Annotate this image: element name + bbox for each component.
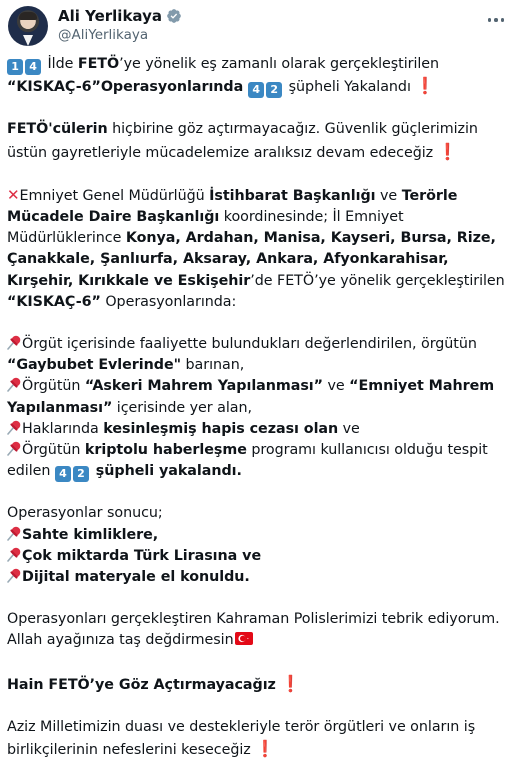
cross-mark-icon: ✕ [7, 185, 20, 204]
tweet-paragraph-slogan: Hain FETÖ’ye Göz Açtırmayacağız ❗ [7, 673, 301, 693]
list-item: Haklarında kesinleşmiş hapis cezası olan ve [7, 421, 360, 437]
keycap-digit-icon: 2 [73, 466, 89, 482]
tweet-paragraph-operation: ✕Emniyet Genel Müdürlüğü İstihbarat Başkanlığı ve Terörle Mücadele Daire Başkanlığı koordinesinde; İl Emniyet Müdürlüklerince Konya, Ardahan, Manisa, Kayseri, Bursa, Rize, Çanakkale, Şanlıurfa, Aksaray, Ankara, Afyonkarahisar, Kırşehir, Kırıkkale ve Eskişehir’de FETÖ’ye yönelik gerçekleştirilen “KISKAÇ-6” Operasyonlarında: [7, 185, 505, 310]
list-item: Örgütün kriptolu haberleşme programı kullanıcısı olduğu tespit edilen 4 2 şüpheli yakalandı. [7, 442, 488, 481]
red-exclamation-icon: ❗ [280, 673, 301, 693]
pushpin-icon [7, 526, 21, 541]
red-exclamation-icon: ❗ [255, 739, 276, 759]
display-name[interactable]: Ali Yerlikaya [58, 7, 162, 25]
more-options-icon [488, 18, 492, 22]
list-item: Çok miktarda Türk Lirasına ve [7, 548, 261, 564]
tweet-paragraph-results: Operasyonlar sonucu; Sahte kimliklere, Çok miktarda Türk Lirasına ve Dijital materyale el konuldu. [7, 505, 262, 586]
pushpin-icon [7, 568, 21, 583]
user-handle[interactable]: @AliYerlikaya [58, 27, 149, 43]
tweet-paragraph-details [7, 334, 515, 482]
tweet-header [0, 0, 520, 50]
list-item: Sahte kimliklere, [7, 527, 158, 543]
pushpin-icon [7, 547, 21, 562]
keycap-digit-icon: 4 [248, 82, 264, 98]
list-item: Örgütün “Askeri Mahrem Yapılanması” ve “Emniyet Mahrem Yapılanması” içerisinde yer alan, [7, 378, 495, 416]
tweet-paragraph-congrats: Operasyonları gerçekleştiren Kahraman Polislerimizi tebrik ediyorum. Allah ayağınıza taş değdirmesin [7, 611, 500, 649]
red-exclamation-icon: ❗ [437, 141, 458, 161]
author-name-row[interactable] [58, 7, 182, 25]
list-item: Dijital materyale el konuldu. [7, 569, 250, 585]
turkey-flag-icon [235, 632, 253, 645]
keycap-digit-icon: 4 [25, 59, 41, 75]
tweet-paragraph-closing: Aziz Milletimizin duası ve destekleriyle terör örgütleri ve onların iş birlikçilerinin nefeslerini keseceğiz ❗ [7, 718, 476, 759]
keycap-digit-icon: 4 [55, 466, 71, 482]
more-options-button[interactable] [484, 10, 508, 30]
tweet-paragraph-statement: FETÖ'cülerin hiçbirine göz açtırmayacağız. Güvenlik güçlerimizin üstün gayretleriyle mücadelemize aralıksız devam edeceğiz ❗ [7, 121, 478, 161]
pushpin-icon [7, 420, 21, 435]
list-item: Örgüt içerisinde faaliyette bulundukları değerlendirilen, örgütün “Gaybubet Evlerinde" barınan, [7, 336, 477, 374]
keycap-digit-icon: 2 [266, 82, 282, 98]
keycap-digit-icon: 1 [7, 59, 23, 75]
pushpin-icon [7, 377, 21, 392]
avatar[interactable] [8, 6, 48, 46]
tweet-text [7, 54, 515, 761]
pushpin-icon [7, 441, 21, 456]
red-exclamation-icon: ❗ [415, 76, 436, 96]
pushpin-icon [7, 335, 21, 350]
verified-badge-icon [166, 8, 182, 24]
tweet-paragraph-headline: 1 4 İlde FETÖ’ye yönelik eş zamanlı olarak gerçekleştirilen “KISKAÇ-6”Operasyonlarında 4 2 şüpheli Yakalandı ❗ [7, 56, 440, 97]
